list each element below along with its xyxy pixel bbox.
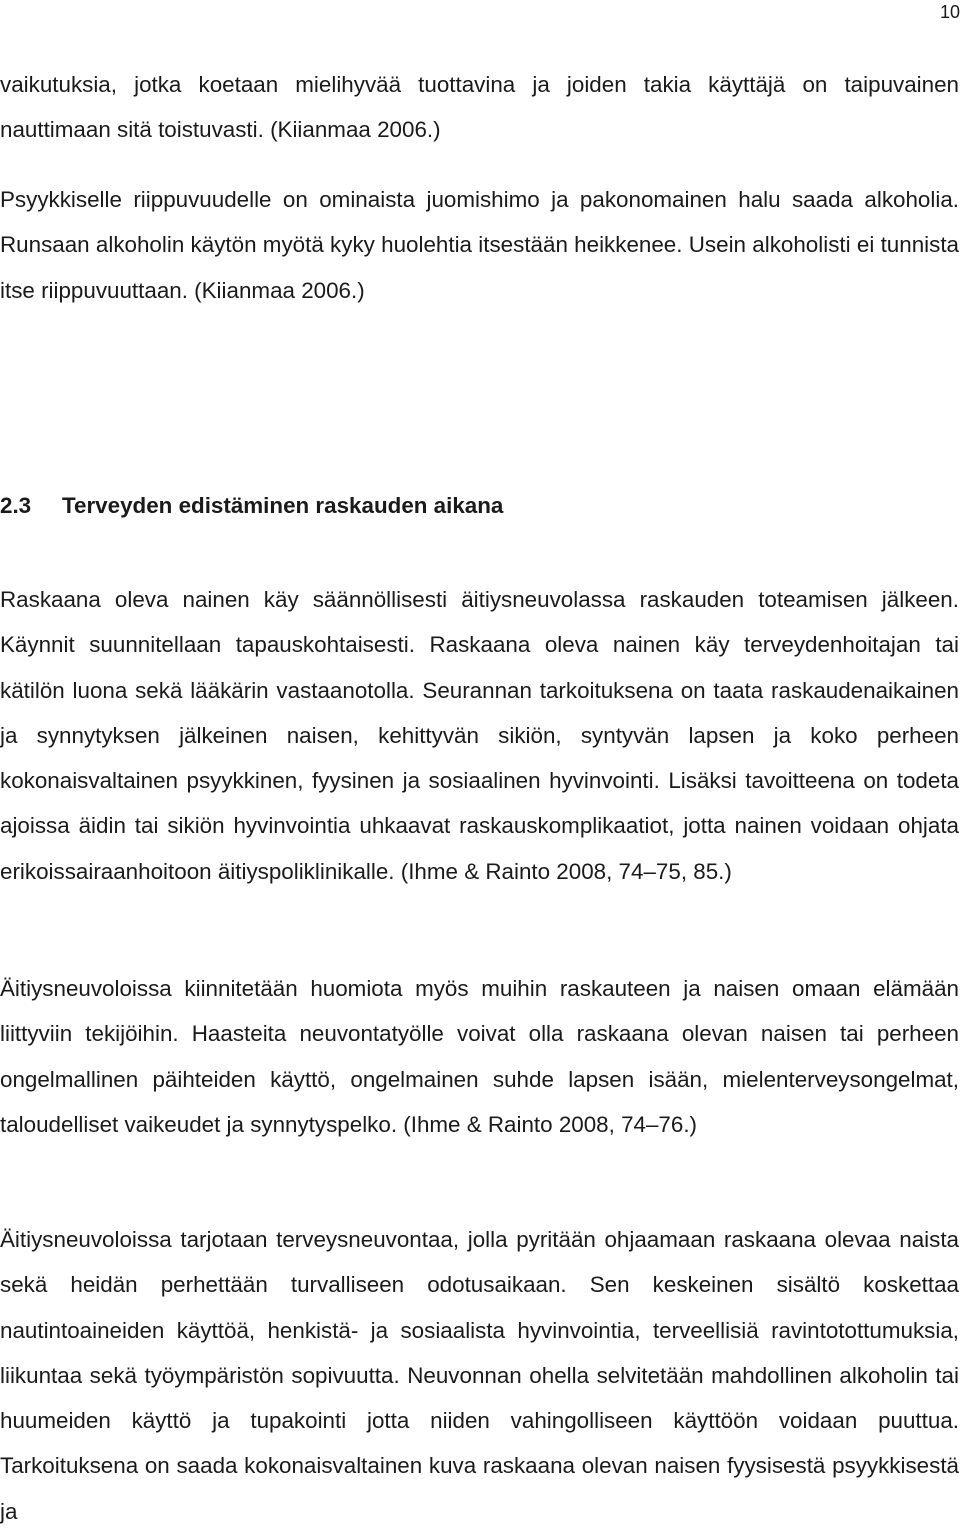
paragraph-4: Äitiysneuvoloissa kiinnitetään huomiota myös muihin raskauteen ja naisen omaan elämään liittyviin tekijöihin. Haasteita neuvontatyölle voivat olla raskaana olevan naisen tai perheen ongelmallinen päihteiden käyttö, ongelmainen suhde lapsen isään, mielenterveysongelmat, taloudelliset vaikeudet ja synnytyspelko. (Ihme & Rainto 2008, 74–76.) (0, 976, 959, 1137)
section-title: Terveyden edistäminen raskauden aikana (62, 493, 504, 518)
section-heading (0, 483, 503, 528)
paragraph-3: Raskaana oleva nainen käy säännöllisesti äitiysneuvolassa raskauden toteamisen jälkeen. Käynnit suunnitellaan tapauskohtaisesti. Raskaana oleva nainen käy terveydenhoitajan tai kätilön luona sekä lääkärin vastaanotolla. Seurannan tarkoituksena on taata raskaudenaikainen ja synnytyksen jälkeinen naisen, kehittyvän sikiön, syntyvän lapsen ja koko perheen kokonaisvaltainen psyykkinen, fyysinen ja sosiaalinen hyvinvointi. Lisäksi tavoitteena on todeta ajoissa äidin tai sikiön hyvinvointia uhkaavat raskauskomplikaatiot, jotta nainen voidaan ohjata erikoissairaanhoitoon äitiyspoliklinikalle. (Ihme & Rainto 2008, 74–75, 85.) (0, 587, 959, 884)
paragraph-1: vaikutuksia, jotka koetaan mielihyvää tuottavina ja joiden takia käyttäjä on taipuvainen nauttimaan sitä toistuvasti. (Kiianmaa 2006.) (0, 72, 959, 143)
section-number: 2.3 (0, 493, 32, 518)
page-number: 10 (939, 2, 960, 22)
paragraph-5: Äitiysneuvoloissa tarjotaan terveysneuvontaa, jolla pyritään ohjaamaan raskaana olevaa naista sekä heidän perhettään turvalliseen odotusaikaan. Sen keskeinen sisältö koskettaa nautintoaineiden käyttöä, henkistä- ja sosiaalista hyvinvointia, terveellisiä ravintotottumuksia, liikuntaa sekä työympäristön sopivuutta. Neuvonnan ohella selvitetään mahdollinen alkoholin tai huumeiden käyttö ja tupakointi jotta niiden vahingolliseen käyttöön voidaan puuttua. Tarkoituksena on saada kokonaisvaltainen kuva raskaana olevan naisen fyysisestä psyykkisestä ja (0, 1227, 959, 1524)
paragraph-2: Psyykkiselle riippuvuudelle on ominaista juomishimo ja pakonomainen halu saada alkoholia. Runsaan alkoholin käytön myötä kyky huolehtia itsestään heikkenee. Usein alkoholisti ei tunnista itse riippuvuuttaan. (Kiianmaa 2006.) (0, 187, 959, 303)
